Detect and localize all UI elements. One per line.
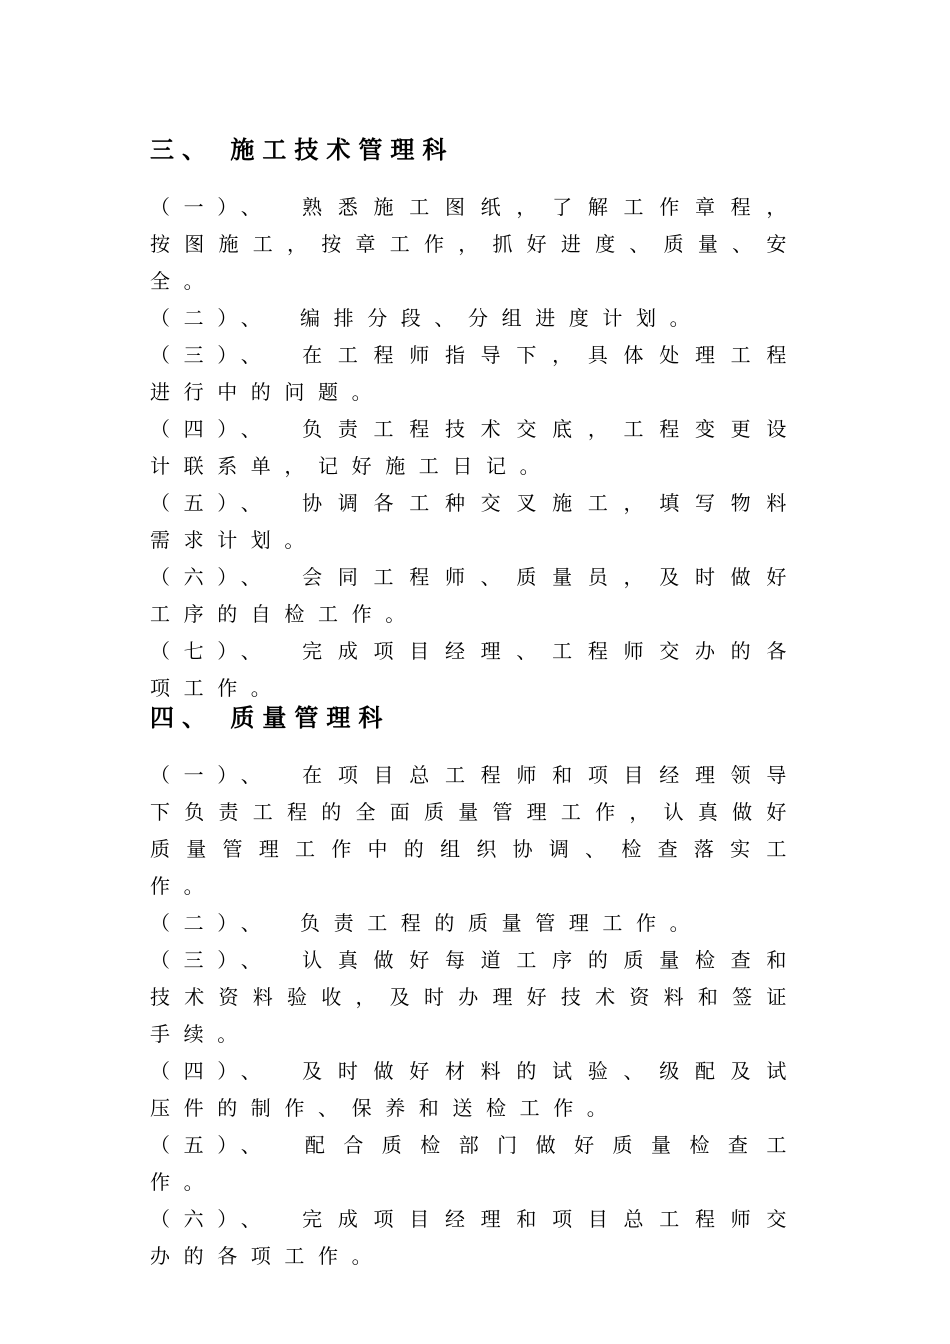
item-text: 在工程师指导下，具体处理工程进行中的问题。 (150, 343, 800, 404)
item-text: 协调各工种交叉施工，填写物料需求计划。 (150, 491, 800, 552)
item-text: 完成项目经理、工程师交办的各项工作。 (150, 639, 800, 700)
section-3-item-7 (150, 633, 800, 707)
item-text: 认真做好每道工序的质量检查和技术资料验收，及时办理好技术资料和签证手续。 (150, 948, 800, 1046)
item-text: 负责工程技术交底，工程变更设计联系单，记好施工日记。 (150, 417, 800, 478)
section-3-item-4 (150, 411, 800, 485)
section-4-item-1 (150, 757, 800, 905)
section-3-item-1 (150, 189, 800, 300)
item-number: （六）、 (150, 1207, 275, 1231)
item-text: 及时做好材料的试验、级配及试压件的制作、保养和送检工作。 (150, 1059, 800, 1120)
item-number: （四）、 (150, 1059, 275, 1083)
item-text: 在项目总工程师和项目经理领导下负责工程的全面质量管理工作，认真做好质量管理工作中的组织协调、检查落实工作。 (150, 763, 800, 898)
item-number: （五）、 (150, 491, 275, 515)
section-3-item-5 (150, 485, 800, 559)
section-3-item-3 (150, 337, 800, 411)
section-4-item-2 (150, 905, 800, 942)
item-text: 完成项目经理和项目总工程师交办的各项工作。 (150, 1207, 800, 1268)
section-3-item-2 (150, 300, 800, 337)
section-4-item-4 (150, 1053, 800, 1127)
item-text: 负责工程的质量管理工作。 (300, 911, 704, 935)
item-number: （六）、 (150, 565, 275, 589)
section-4-body (150, 757, 800, 1275)
item-number: （三）、 (150, 948, 275, 972)
item-text: 熟悉施工图纸，了解工作章程，按图施工，按章工作，抓好进度、质量、安全。 (150, 195, 800, 293)
item-text: 配合质检部门做好质量检查工作。 (150, 1133, 800, 1194)
section-3-item-6 (150, 559, 800, 633)
item-number: （一）、 (150, 763, 275, 787)
section-3-title: 三、 施工技术管理科 (150, 135, 455, 164)
item-number: （二）、 (150, 911, 275, 935)
section-3-body (150, 189, 800, 707)
item-text: 会同工程师、质量员，及时做好工序的自检工作。 (150, 565, 800, 626)
section-4-item-5 (150, 1127, 800, 1201)
item-number: （三）、 (150, 343, 275, 367)
item-text: 编排分段、分组进度计划。 (300, 306, 704, 330)
item-number: （二）、 (150, 306, 275, 330)
section-4-item-6 (150, 1201, 800, 1275)
item-number: （四）、 (150, 417, 275, 441)
item-number: （一）、 (150, 195, 275, 219)
item-number: （七）、 (150, 639, 275, 663)
item-number: （五）、 (150, 1133, 275, 1157)
section-4-title: 四、 质量管理科 (150, 703, 391, 732)
section-4-item-3 (150, 942, 800, 1053)
